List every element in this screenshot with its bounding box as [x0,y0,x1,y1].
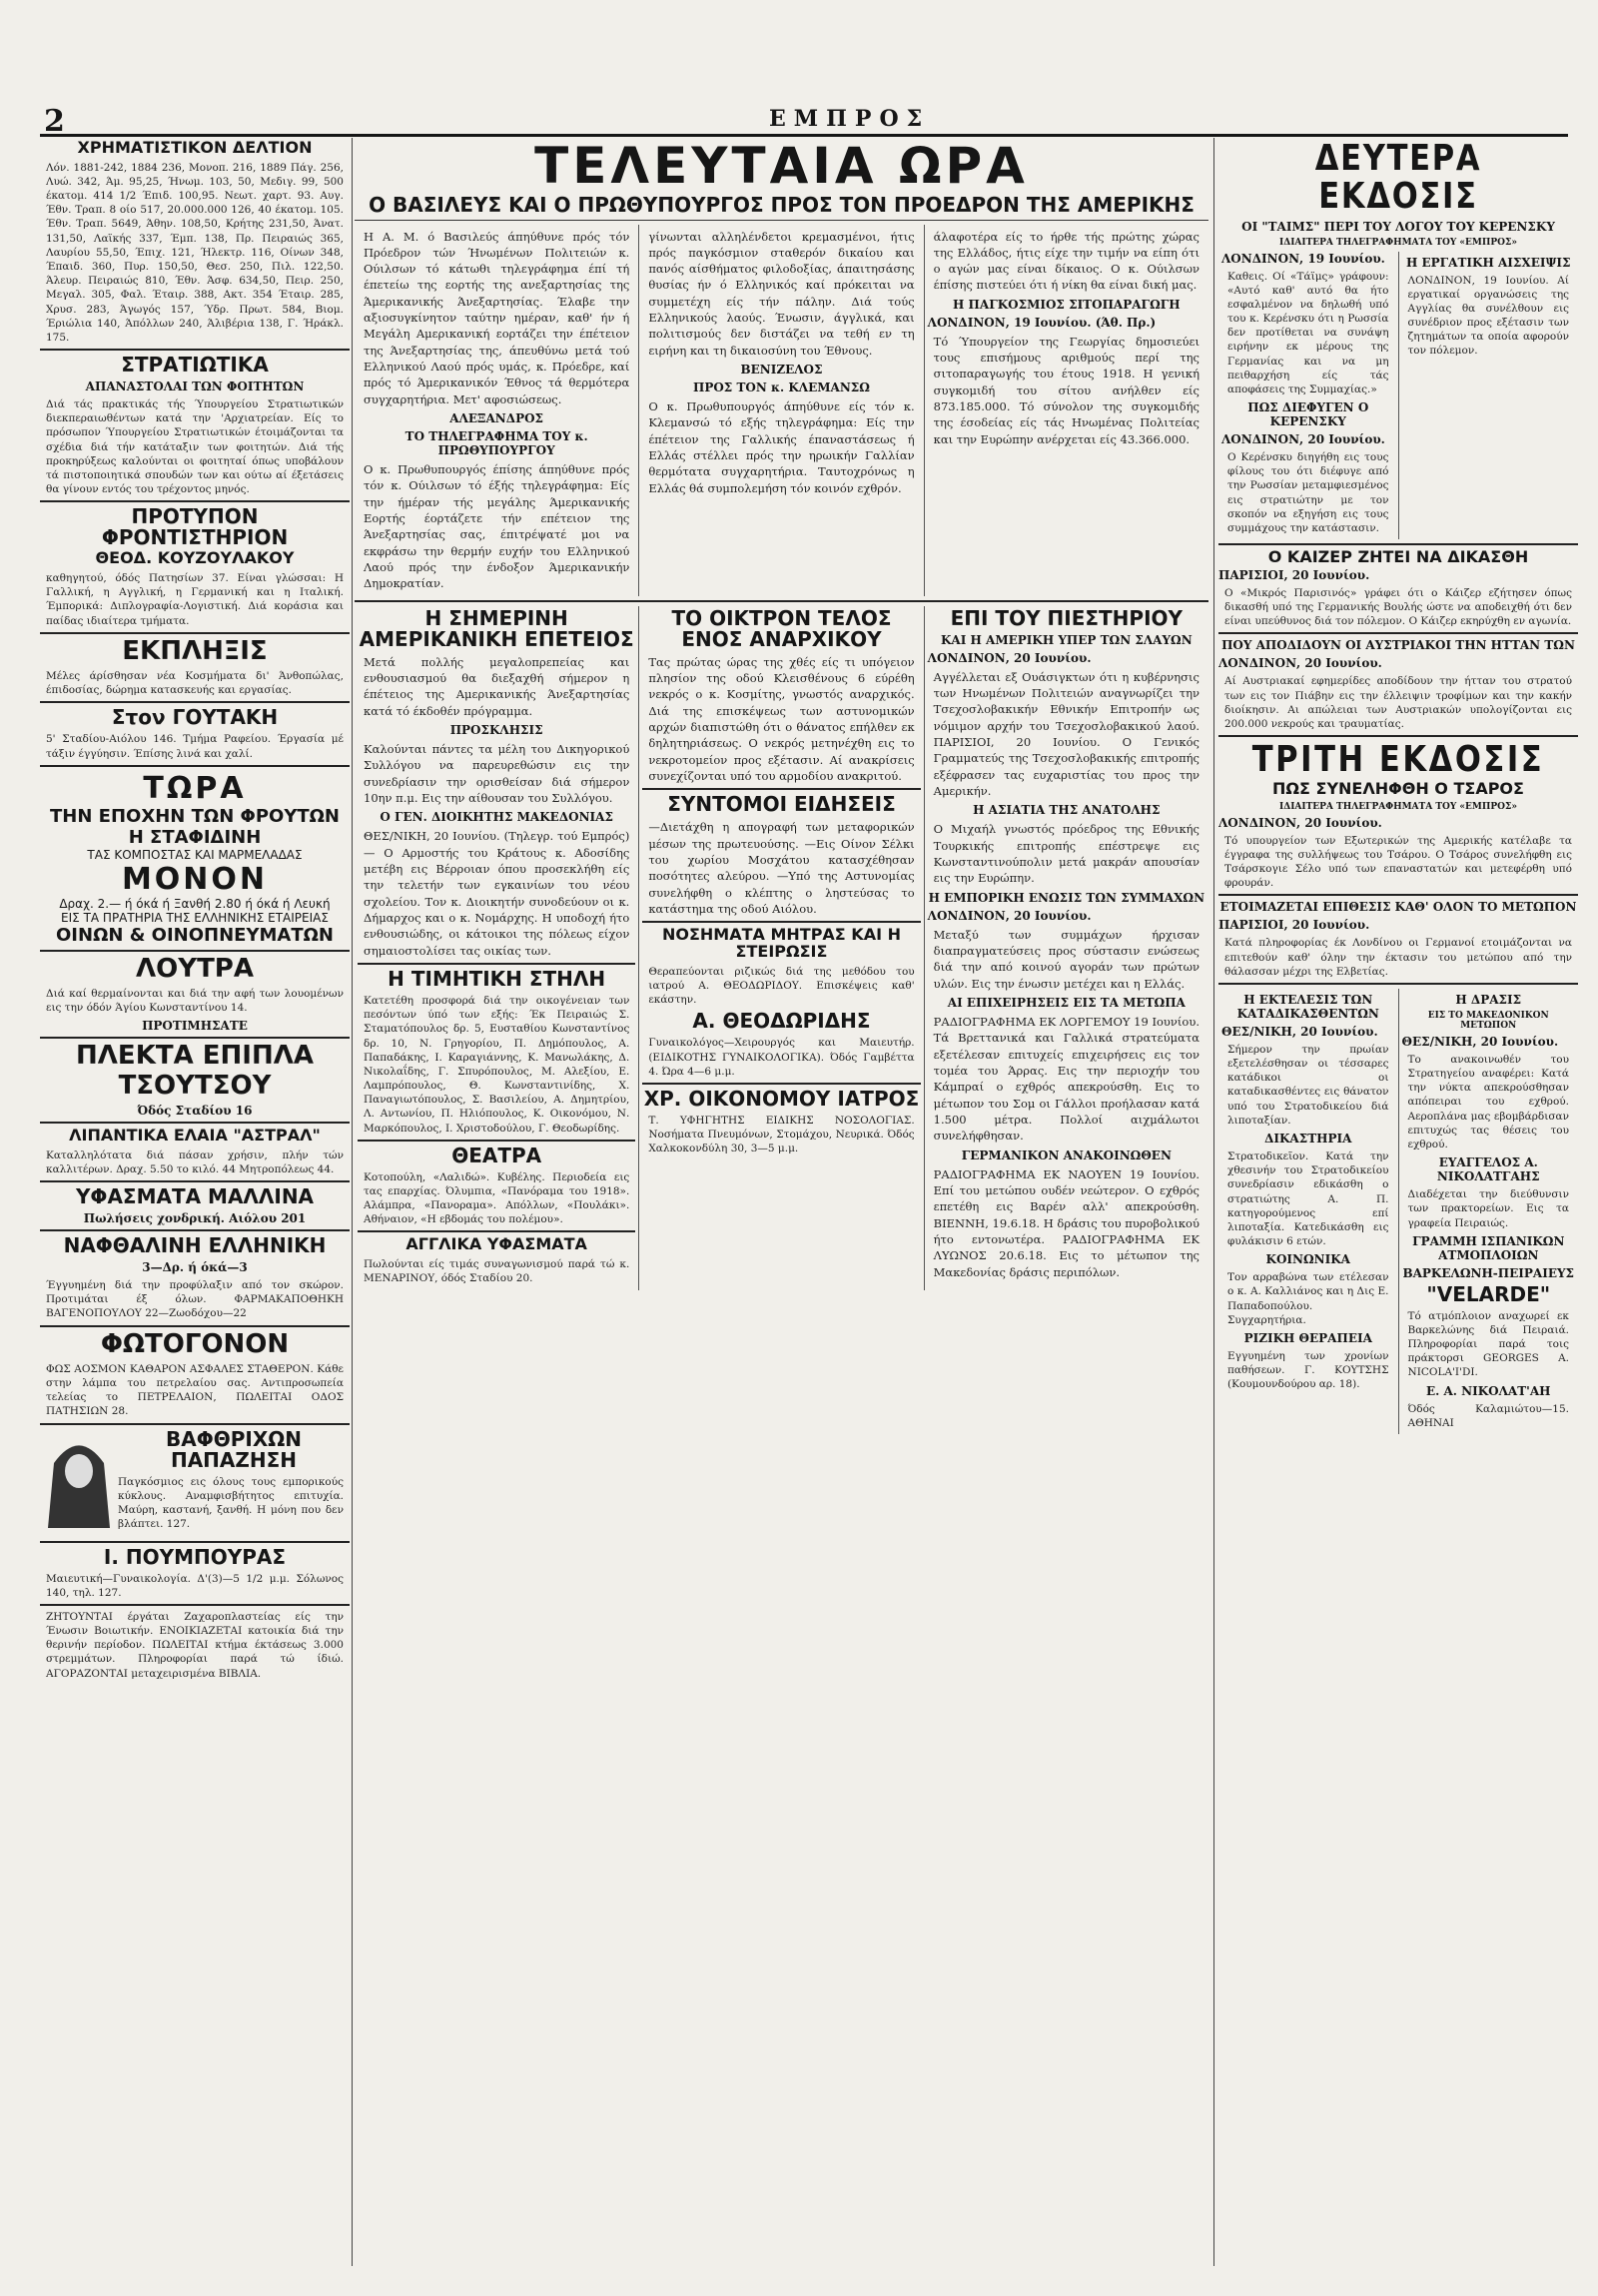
attack-text: Κατά πληροφορίας έκ Λονδίνου οι Γερμανοί ετοιμάζονται να επιτεθούν καθ' όλην την έκτασιν του μετώπου από την θάλασσαν μέχρι της Ελβετίας. [1224,937,1572,978]
escape-dateline: ΛΟΝΔΙΝΟΝ, 20 Ιουνίου. [1221,432,1385,447]
front-ops-title: ΑΙ ΕΠΙΧΕΙΡΗΣΕΙΣ ΕΙΣ ΤΑ ΜΕΤΩΠΑ [947,995,1186,1010]
court-title: ΔΙΚΑΣΤΗΡΙΑ [1264,1132,1352,1146]
bath-text: Διά καί θερμαίνονται και διά την αφή των λουομένων εις την όδόν Άγίου Κωνσταντίνου 14. [46,988,344,1015]
anarchist-title: ΤΟ ΟΙΚΤΡΟΝ ΤΕΛΟΣ ΕΝΟΣ ΑΝΑΡΧΙΚΟΥ [671,605,892,651]
lead-signature2: ΒΕΝΙΖΕΛΟΣ [740,363,823,378]
wheat-dateline: ΛΟΝΔΙΝΟΝ, 19 Ιουνίου. (Άθ. Πρ.) [927,315,1157,330]
school-owner: ΘΕΟΔ. ΚΟΥΖΟΥΛΑΚΟΥ [95,548,295,568]
press-title: ΕΠΙ ΤΟΥ ΠΙΕΣΤΗΡΙΟΥ [950,605,1183,630]
front-ops-text: ΡΑΔΙΟΓΡΑΦΗΜΑ ΕΚ ΛΟΡΓΕΜΟΥ 19 Ιουνίου. Τά Βρεττανικά και Γαλλικά στρατεύματα εξετέλεσαν επιτυχείς επιχειρήσεις εις τον τομέα του Άρρας. Εις την περιοχήν του Κάμπραί ο εχθρός απεκρούσθη. Εις το μέτωπον του Σομ οι Γάλλοι προήλασαν κατά 1.500 μέτρα. Πολλοί αιχμάλωτοι συνελήφθησαν. [933,1014,1199,1144]
pharmacy-text: Έγγυημένη διά την προφύλαξιν από τον σκώρον. Προτιμάται έξ όλων. ΦΑΡΜΑΚΑΠΟΘΗΚΗ ΒΑΓΕΝΟΠΟΥΛΟΥ 22—Ζωοδόχου—22 [46,1279,344,1320]
theatre-text: Κοτοπούλη, «Λαλιδώ». Κυβέλης. Περιοδεία εις τας επαρχίας. Όλυμπια, «Πανόραμα του 1918». Αλάμπρα, «Πανοραμα». Απόλλων, «Πουλάκι». Αθήναιον, «Η εβδομάς του πολέμου». [364,1170,630,1226]
doctor-text: Μαιευτική—Γυναικολογία. Δ'(3)—5 1/2 μ.μ. Σόλωνος 140, τηλ. 127. [46,1572,344,1599]
spanish-line-title: ΓΡΑΜΜΗ ΙΣΠΑΝΙΚΩΝ ΑΤΜΟΠΛΟΙΩΝ [1412,1233,1565,1262]
invite-title: ΠΡΟΣΚΛΗΣΙΣ [449,723,543,738]
lead-story [355,225,1208,596]
kerensky-text: Καθεις. Οί «Τάϊμς» γράφουν: «Αυτό καθ' αυτό θα ήτο εσφαλμένον να δηλωθή υπό του κ. Κερένσκυ ότι η Ρωσσία δεν προτίθεται να συνάψη ειρήνην εκ μέρους της Γερμανίας και να μη πειθαρχήση είς τάς αποφάσεις της Συμμαχίας.» [1227,270,1389,395]
lower-stories [355,606,1208,1290]
market-title: ΧΡΗΜΑΤΙΣΤΙΚΟΝ ΔΕΛΤΙΟΝ [77,138,313,157]
tsar-text: Τό υπουργείον των Εξωτερικών της Αμερικής κατέλαβε τα έγγραφα της συλλήψεως του Τσάρου. Ο Τσάρος συνελήφθη εις Τσάρσκογιε Σέλο υπό των επαναστατών και μετεφέρθη υπό φρουράν. [1224,834,1572,890]
honor-text: Κατετέθη προσφορά διά την οικογένειαν των πεσόντων ύπό των εξής: Έκ Πειραιώς Σ. Σταματόπουλος δρ. 5, Ευσταθίου Κωνσταντίνος δρ. 10, Ν. Γρηγορίου, Π. Δημόπουλος, Α. Παπαδάκης, Ι. Καραγιάννης, Κ. Μανωλάκης, Δ. Νικολαΐδης, Γ. Σπυρόπουλος, Μ. Αλεξίου, Ε. Λαμπρόπουλος, Θ. Κωνσταντινίδης, Χ. Παναγιωτόπουλος, Σ. Βασιλείου, Α. Δημητρίου, Λ. Αντωνίου, Π. Ηλιόπουλος, Κ. Οικονόμου, Ν. Μαρκόπουλος, Ι. Χριστοδούλου, Γ. Θεοδωρίδης. [364,994,630,1135]
lead-headline: Ο ΒΑΣΙΛΕΥΣ ΚΑΙ Ο ΠΡΩΘΥΠΟΥΡΓΟΣ ΠΡΟΣ ΤΟΝ ΠΡΟΕΔΡΟΝ ΤΗΣ ΑΜΕΡΙΚΗΣ [369,192,1195,217]
fruit-sub6: ΟΙΝΩΝ & ΟΙΝΟΠΝΕΥΜΑΤΩΝ [56,924,334,946]
dye-text: Παγκόσμιος εις όλους τους εμπορικούς κύκλους. Αναμφισβήτητος επιτυχία. Μαύρη, καστανή, ξανθή. Η μόνη που δεν βλάπτει. 127. [118,1475,344,1531]
wheat-title: Η ΠΑΓΚΟΣΜΙΟΣ ΣΙΤΟΠΑΡΑΓΩΓΗ [953,297,1181,312]
trade-dateline: ΛΟΝΔΙΝΟΝ, 20 Ιουνίου. [927,908,1092,923]
auction-title: ΕΚΠΛΗΞΙΣ [122,635,268,666]
press-text: Αγγέλλεται εξ Ουάσιγκτων ότι η κυβέρνησις των Ηνωμένων Πολιτειών αναγνωρίζει την Τσεχοσλοβακικήν Εθνικήν Επιτροπήν ως νόμιμον αρχήν του Τσεχοσλοβακικού λαού. ΠΑΡΙΣΙΟΙ, 20 Ιουνίου. Ο Γενικός Γραμματεύς της Τσεχοσλοβακικής επιτροπής εξέφρασεν τας ευχαριστίας του προς την Αμερικήν. [933,669,1199,799]
cure-title: ΡΙΖΙΚΗ ΘΕΡΑΠΕΙΑ [1243,1330,1372,1345]
fruit-title: ΤΩΡΑ [143,770,247,806]
kaiser-title: Ο ΚΑΙΖΕΡ ΖΗΤΕΙ ΝΑ ΔΙΚΑΣΘΗ [1267,547,1529,567]
fruit-sub2: Η ΣΤΑΦΙΔΙΝΗ [128,826,262,848]
spanish-line-text: Τό ατμόπλοιον αναχωρεί εκ Βαρκελώνης διά Πειραιά. Πληροφορίαι παρά τοις πράκτορσι GEORGES A. NICOLA'I'DI. [1407,1309,1569,1379]
fruit-sub1: ΤΗΝ ΕΠΟΧΗΝ ΤΩΝ ΦΡΟΥΤΩΝ [50,805,340,827]
uterus-text: Θεραπεύονται ριζικώς διά της μεθόδου του ιατρού Α. ΘΕΟΔΩΡΙΔΟΥ. Επισκέψεις καθ' εκάστην. [648,965,915,1007]
paper-name: ΕΜΠΡΟΣ [769,106,931,132]
escape-text: Ο Κερένσκυ διηγήθη εις τους φίλους του ότι διέφυγε από την Ρωσσίαν μεταμφιεσμένος εις στρατιώτην με τον σκοπόν να εξηγήση εις τους συμμάχους την κατάστασιν. [1227,451,1389,534]
defeat-title: ΠΟΥ ΑΠΟΔΙΔΟΥΝ ΟΙ ΑΥΣΤΡΙΑΚΟΙ ΤΗΝ ΗΤΤΑΝ ΤΩΝ [1221,638,1575,653]
german-report-title: ΓΕΡΜΑΝΙΚΟΝ ΑΝΑΚΟΙΝΩΘΕΝ [961,1148,1172,1162]
fabric-title: ΥΦΑΣΜΑΤΑ ΜΑΛΛΙΝΑ [75,1184,315,1209]
invite-text: Καλούνται πάντες τα μέλη του Δικηγορικού Συλλόγου να παρευρεθώσιν εις την συνεδρίασιν την ορισθείσαν διά σήμερον 10ην π.μ. Εις την αίθουσαν του Συλλόγου. [364,742,630,806]
press-subtitle: ΚΑΙ Η ΑΜΕΡΙΚΗ ΥΠΕΡ ΤΩΝ ΣΛΑΥΩΝ [940,632,1193,647]
cure-text: Εγγυημένη των χρονίων παθήσεων. Γ. ΚΟΥΤΣΗΣ (Κουμουνδούρου αρ. 18). [1227,1349,1389,1391]
knit-title: ΠΛΕΚΤΑ ΕΠΙΠΛΑ [76,1041,314,1072]
theodoridis-title: Α. ΘΕΟΔΩΡΙΔΗΣ [692,1009,871,1034]
military-text: Διά τάς πρακτικάς τής Ύπουργείου Στρατιωτικών διεκπεραιωθέντων κατά την 'Αρχιατρείαν. Είς το πρόσωπον Ύπουργείου Στρατιωτικών έτοιμάζονται τα σχέδια διά τήν κατάταξιν των φοιτητών. Διά τής προκηρύξεως καλούνται οι φοιτηταί όπως υποβάλουν τά πιστοποιητικά σπουδών των και ούτω αί έξετάσεις θα γίνουν εντός του τρέχοντος μηνός. [46,398,344,496]
brief-text: —Διετάχθη η απογραφή των μεταφορικών μέσων της πρωτευούσης. —Εις Οίνον Σέλκι του χωρίου Μοσχάτου κατασχέθησαν ποσότητες αλεύρου. —Υπό της Αστυνομίας συνελήφθη ο κλέπτης ο ληστεύσας το κατάστημα της οδού Αιόλου. [648,820,915,916]
third-edition-banner: ΤΡΙΤΗ ΕΚΔΟΣΙΣ [1251,739,1545,781]
anatolia-title: Η ΑΣΙΑΤΙΑ ΤΗΣ ΑΝΑΤΟΛΗΣ [973,803,1161,818]
center-column [355,138,1208,2266]
naphthalene-price: 3—Δρ. ή όκά—3 [142,1260,248,1275]
market-text: Λόν. 1881-242, 1884 236, Μονοπ. 216, 1889 Πάγ. 256, Λυώ. 342, Άμ. 95,25, Ήνωμ. 103, 50, Μεδιγ. 99, 500 έκατομ. 414 1/2 Έπιδ. 100,95. Νεωτ. χαρτ. 93. Αυγ. Έθν. Τραπ. 8 οίο 517, 20.000.000 126, 40 έκατομ. 105. Έθν. Τραπ. 5649, Άθην. 108,50, Κρήτης 231,50, Άνατ. 131,50, Λαϊκής 337, Έμπ. 138, Πρ. Πειραιώς 365, Λαυρίου 55,50, Έπιχ. 121, Ήλεκτρ. 116, Οίνων 348, Έπαιδ. 360, Πυρ. 150,50, Θεσ. 250, Πιλ. 122,50. Άλευρ. Πειραιώς 810, Έθν. Άσφ. 634,50, Πειρ. 250, Μεγαλ. 305, Φαλ. Έταιρ. 388, Ακτ. 354 Έταιρ. 285, Χρυσ. 283, Άγωγός 157, Ύδρ. Πρωτ. 584, Βιομ. Έριώλια 140, Άπόλλων 240, Άλιβέρια 138, Γ. Ήράκλ. 175. [46,161,344,344]
classifieds-text: ΖΗΤΟΥΝΤΑΙ έργάται Ζαχαροπλαστείας είς την Ένωσιν Βοιωτικήν. ΕΝΟΙΚΙΑΖΕΤΑΙ κατοικία διά την θερινήν περίοδον. ΠΩΛΕΙΤΑΙ κτήμα έκτάσεως 3.000 στρεμμάτων. Πληροφορίαι παρά τώ ίδιώ. ΑΓΟΡΑΖΟΝΤΑΙ μεταχειρισμένα ΒΙΒΛΙΑ. [46,1610,344,1680]
tsar-title: ΠΩΣ ΣΥΝΕΛΗΦΘΗ Ο ΤΣΑΡΟΣ [1272,778,1524,798]
column-divider [1213,138,1214,2266]
shipping-agent-text: Διαδέχεται την διεύθυνσιν των πρακτορείων. Εις τα γραφεία Πειραιώς. [1407,1188,1569,1229]
trade-text: Μεταξύ των συμμάχων ήρχισαν διαπραγματεύσεις προς σύστασιν ενώσεως διά την από κοινού αγοράν των πρώτων υλών. Εις την ένωσιν μετέχει και η Ελλάς. [933,927,1199,991]
page-number: 2 [44,104,65,139]
fruit-sub4: ΜΟΝΟΝ [121,861,269,897]
social-title: ΚΟΙΝΩΝΙΚΑ [1265,1252,1350,1267]
defeat-text: Αί Αυστριακαί εφημερίδες αποδίδουν την ήτταν του στρατού των εις τον Πιάβην εις την έλλειψιν τροφίμων και την κακήν διοίκησιν. Αι απώλειαι των Αυστριακών υπολογίζονται εις 200.000 νεκρούς και τραυματίας. [1224,675,1572,730]
kaiser-text: Ο «Μικρός Παρισινός» γράφει ότι ο Κάιζερ εζήτησεν όπως δικασθή υπό της Γερμανικής Βουλής ώστε να αποδειχθή ότι δεν είναι υπεύθυνος διά τον πόλεμον. Ο Κάιζερ εκηρύχθη εν αγωνία. [1224,586,1572,628]
german-report-text: ΡΑΔΙΟΓΡΑΦΗΜΑ ΕΚ ΝΑΟΥΕΝ 19 Ιουνίου. Επί του μετώπου ουδέν νεώτερον. Ο εχθρός επετέθη εις Βαρέν αλλ' απεκρούσθη. ΒΙΕΝΝΗ, 19.6.18. Η δράσις του πυροβολικού ήτο εντονωτέρα. ΡΑΔΙΟΓΡΑΦΗΜΑ ΕΚ ΛΥΩΝΟΣ 20.6.18. Εις το μέτωπον της Μακεδονίας δράσις περιπόλων. [933,1166,1199,1279]
shipping-agent-title: ΕΥΑΓΓΕΛΟΣ Α. ΝΙΚΟΛΑΤΓΑΗΣ [1436,1155,1540,1184]
theodoridis-text: Γυναικολόγος—Χειρουργός και Μαιευτήρ. (ΕΙΔΙΚΟΤΗΣ ΓΥΝΑΙΚΟΛΟΓΙΚΑ). Όδός Γαμβέττα 4. Ώρα 4—6 μ.μ. [648,1037,915,1078]
column-divider [352,138,353,2266]
expedition-text: Μετά πολλής μεγαλοπρεπείας και ενθουσιασμού θα διεξαχθή σήμερον η έπέτειος της Αμερικανικής Άνεξαρτησίας κατά τό έκδοθέν πρόγραμμα. [364,654,630,718]
lead-signature: ΑΛΕΞΑΝΔΡΟΣ [449,411,544,426]
macedonia-text: Το ανακοινωθέν του Στρατηγείου αναφέρει: Κατά την νύκτα απεκρούσθησαν απόπειραι του εχθρού. Αεροπλάνα μας εβομβάρδισαν επιτυχώς τας θέσεις του εχθρού. [1407,1053,1569,1150]
knit-owner: ΤΣΟΥΤΣΟΥ [118,1070,272,1101]
tsar-dateline: ΛΟΝΔΙΝΟΝ, 20 Ιουνίου. [1218,815,1382,830]
oikonomou-text: Τ. ΥΦΗΓΗΤΗΣ ΕΙΔΙΚΗΣ ΝΟΣΟΛΟΓΙΑΣ. Νοσήματα Πνευμόνων, Στομάχου, Νευρικά. Όδός Χαλκοκονδύλη 30, 3—5 μ.μ. [648,1114,915,1155]
lead-col4: άλαφοτέρα είς το ήρθε τής πρώτης χώρας της Ελλάδος, ήτις είχε την τιμήν να είπη ότι ο αγών μας είναι δίκαιος. Ο κ. Ούιλσων έπίσης πιστεύει ότι ή νίκη θα είναι δική μας. [933,229,1199,293]
left-column [40,138,350,2266]
naphthalene-title: ΝΑΦΘΑΛΙΝΗ ΕΛΛΗΝΙΚΗ [63,1233,327,1258]
honor-title: Η ΤΙΜΗΤΙΚΗ ΣΤΗΛΗ [388,966,606,991]
brief-title: ΣΥΝΤΟΜΟΙ ΕΙΔΗΣΕΙΣ [667,792,896,817]
ship-name: "VELARDE" [1426,1281,1551,1306]
execution-text: Σήμερον την πρωίαν εξετελέσθησαν οι τέσσαρες κατάδικοι οι καταδικασθέντες εις θάνατον υπό του Στρατοδικείου διά λιποταξίαν. [1227,1043,1389,1127]
theatre-title: ΘΕΑΤΡΑ [451,1143,542,1167]
court-text: Στρατοδικεῖον. Κατά την χθεσινήν του Στρατοδικείου συνεδρίασιν εδικάσθη ο στρατιώτης Α. Π. κατηγορούμενος επί λιποταξία. Κατεδικάσθη εις φυλάκισιν 6 ετών. [1227,1150,1389,1248]
anatolia-text: Ο Μιχαήλ γνωστός πρόεδρος της Εθνικής Τουρκικής επιτροπής επέστρεψε εις Κωνσταντινούπολιν μετά μακράν απουσίαν εις την Ευρώπην. [933,822,1199,886]
social-text: Τον αρραβώνα των ετέλεσαν ο κ. Α. Καλλιάνος και η Δις Ε. Παπαδοπούλου. Συγχαρητήρια. [1227,1271,1389,1326]
auction-text: Μέλες άρίσθησαν νέα Κοσμήματα δι' Άνθοπώλας, έπιδοσίας, δώρημα κατασκευής και εργασίας. [46,670,344,697]
governor-text: ΘΕΣ/ΝΙΚΗ, 20 Ιουνίου. (Τηλεγρ. τού Εμπρός) — Ο Αρμοστής του Κράτους κ. Αδοσίδης μετέβη εις Βέρροιαν όπου προσεκλήθη είς την τελετήν των εγκαινίων του νέου σχολείου. Τον κ. Διοικητήν συνοδεύουν οι κ. Δήμαρχος και ο κ. Νομάρχης. Η υποδοχή ήτο ενθουσιώδης, οι κάτοικοι της πόλεως είχον σημαιοστολίσει τας οικίας των. [364,829,630,958]
agent-address: Όδός Καλαμιώτου—15. ΑΘΗΝΑΙ [1407,1402,1569,1429]
photo-text: ΦΩΣ ΑΟΣΜΟΝ ΚΑΘΑΡΟΝ ΑΣΦΑΛΕΣ ΣΤΑΘΕΡΟΝ. Κάθε στην λάμπα του πετρελαίου σας. Αντιπροσωπεία τελείας το ΠΕΤΡΕΛΑΙΟΝ, ΠΩΛΕΙΤΑΙ ΟΔΟΣ ΠΑΤΗΣΙΩΝ 28. [46,1362,344,1418]
defeat-dateline: ΛΟΝΔΙΝΟΝ, 20 Ιουνίου. [1218,656,1382,671]
kerensky-dateline: ΛΟΝΔΙΝΟΝ, 19 Ιουνίου. [1221,251,1385,266]
press-dateline: ΛΟΝΔΙΝΟΝ, 20 Ιουνίου. [927,650,1092,665]
anarchist-text: Τας πρώτας ώρας της χθές είς τι υπόγειον πλησίον της οδού Κλεισθένους 6 εύρέθη νεκρός ο κ. Κοσμίτης, γνωστός αναρχικός. Διά της επισκέψεως των αστυνομικών αρχών διαπιστώθη ότι ο θάνατος επήλθεν εκ δηλητηριάσεως. Ο νεκρός μετηνέχθη εις το νεκροτομείον προς εξέτασιν. Αί ανακρίσεις συνεχίζονται υπό του αρμοδίου ανακριτού. [648,654,915,784]
uterus-title: ΝΟΣΗΜΑΤΑ ΜΗΤΡΑΣ ΚΑΙ Η ΣΤΕΙΡΩΣΙΣ [661,925,901,962]
dye-title: ΒΑΦΘΡΙΧΩΝ ΠΑΠΑΖΗΣΗ [166,1426,302,1472]
english-text: Πωλούνται είς τιμάς συναγωνισμού παρά τώ κ. ΜΕΝΑΡΙΝΟΥ, όδός Σταδίου 20. [364,1258,630,1285]
second-edition-banner: ΔΕΥΤΕΡΑ ΕΚΔΟΣΙΣ [1314,138,1482,217]
expedition-title: Η ΣΗΜΕΡΙΝΗ ΑΜΕΡΙΚΑΝΙΚΗ ΕΠΕΤΕΙΟΣ [359,605,634,651]
knit-address: Όδός Σταδίου 16 [137,1103,253,1118]
fabric-text: Πωλήσεις χονδρική. Αιόλου 201 [83,1211,307,1226]
execution-dateline: ΘΕΣ/ΝΙΚΗ, 20 Ιουνίου. [1221,1024,1378,1039]
macedonia-dateline: ΘΕΣ/ΝΙΚΗ, 20 Ιουνίου. [1401,1034,1559,1049]
macedonia-title: Η ΔΡΑΣΙΣ [1455,992,1522,1007]
strike-text: ΛΟΝΔΙΝΟΝ, 19 Ιουνίου. Αί εργατικαί οργανώσεις της Αγγλίας θα συνέλθουν εις συνέδριον προς εξέτασιν των ζητημάτων τα οποία αφορούν τον πόλεμον. [1407,274,1569,358]
bath-subtitle: ΠΡΟΤΙΜΗΣΑΤΕ [142,1019,248,1034]
school-text: καθηγητού, όδός Πατησίων 37. Είναι γλώσσαι: Η Γαλλική, η Αγγλική, η Γερμανική και η Ιταλική. Έμπορικά: Διπλογραφία-Λογιστική. Διά κοράσια και παίδας ιδιαίτερα τμήματα. [46,572,344,627]
fruit-sub5: ΕΙΣ ΤΑ ΠΡΑΤΗΡΙΑ ΤΗΣ ΕΛΛΗΝΙΚΗΣ ΕΤΑΙΡΕΙΑΣ [61,910,329,925]
attack-title: ΕΤΟΙΜΑΖΕΤΑΙ ΕΠΙΘΕΣΙΣ ΚΑΘ' ΟΛΟΝ ΤΟ ΜΕΤΩΠΟΝ [1219,900,1577,915]
last-hour-banner: ΤΕΛΕΥΤΑΙΑ ΩΡΑ [534,138,1029,195]
school-title: ΠΡΟΤΥΠΟΝ ΦΡΟΝΤΙΣΤΗΡΙΟΝ [101,504,289,550]
military-title: ΣΤΡΑΤΙΩΤΙΚΑ [121,353,269,378]
lead-col2: γίνωνται αλληλένδετοι κρεμασμένοι, ήτις πρός παγκόσμιον σταθερόν δικαίου και πανός αίσθήματος φιλοδοξίας, άπαιτησάσης θυσίας ήν ό Ελληνικός καί πρόκειται να συμμετέχη είς τήν πάλην. Διά τούς Ελληνικούς λαούς. Ένωσιν, άγγλικά, και πολιτισμούς δεν διστάζει να τεθή εν τη ειρήνη και τη δικαιοσύνη του Έθνους. [648,229,915,358]
kaiser-dateline: ΠΑΡΙΣΙΟΙ, 20 Ιουνίου. [1218,567,1370,582]
military-subtitle: ΑΠΑΝΑΣΤΟΛΑΙ ΤΩΝ ΦΟΙΤΗΤΩΝ [85,380,305,394]
fruit-ad [40,771,350,946]
tsar-subtitle: ΙΔΙΑΙΤΕΡΑ ΤΗΛΕΓΡΑΦΗΜΑΤΑ ΤΟΥ «ΕΜΠΡΟΣ» [1279,801,1517,812]
trade-title: Η ΕΜΠΟΡΙΚΗ ΕΝΩΣΙΣ ΤΩΝ ΣΥΜΜΑΧΩΝ [928,890,1205,905]
wheat-text: Τό Ύπουργείον της Γεωργίας δημοσιεύει τους επισήμους αριθμούς περί της σιτοπαραγωγής του έτους 1918. Η γενική συγκομιδή του σίτου ανήλθεν είς 873.185.000. Τό σύνολον της συγκομιδής της έσοδείας είς τάς Ηνωμένας Πολιτείας και την Ευρώπην ανέρχεται είς 43.366.000. [933,334,1199,446]
lead-sub3: ΠΡΟΣ ΤΟΝ κ. ΚΛΕΜΑΝΣΩ [693,381,870,395]
fruit-price: Δραχ. 2.— ή όκά ή Ξανθή 2.80 ή όκά ή Λευκή [59,896,331,911]
lead-col3: Ο κ. Πρωθυπουργός άπηύθυνε είς τόν κ. Κλεμανσώ τό εξής τηλεγράφημα: Είς την έπέτειον της Γαλλικής έπαναστάσεως ή Ελλάς στέλλει πρός την ηρωικήν Γαλλίαν θερμότατα συγχαρητήρια. Ταυτοχρόνως η Ελλάς θά συμπολεμήση τόν κοινόν εχθρόν. [648,399,915,495]
governor-title: Ο ΓΕΝ. ΔΙΟΙΚΗΤΗΣ ΜΑΚΕΔΟΝΙΑΣ [380,810,613,825]
escape-title: ΠΩΣ ΔΙΕΦΥΓΕΝ Ο ΚΕΡΕΝΣΚΥ [1247,400,1369,429]
portrait-illustration [44,1433,114,1533]
shop-title: Στον ΓΟΥΤΑΚΗ [111,705,279,730]
agent-name: Ε. Α. ΝΙΚΟΛΑΤ'ΑΗ [1425,1383,1551,1398]
photo-title: ΦΩΤΟΓΟΝΟΝ [100,1328,290,1359]
bath-title: ΛΟΥΤΡΑ [136,953,254,984]
spanish-line-subtitle: ΒΑΡΚΕΛΩΝΗ-ΠΕΙΡΑΙΕΥΣ [1402,1265,1575,1280]
lead-sub2: ΤΟ ΤΗΛΕΓΡΑΦΗΜΑ ΤΟΥ κ. ΠΡΩΘΥΠΟΥΡΓΟΥ [404,429,588,458]
strike-title: Η ΕΡΓΑΤΙΚΗ ΑΙΣΧΕΙΨΙΣ [1405,255,1571,270]
attack-dateline: ΠΑΡΙΣΙΟΙ, 20 Ιουνίου. [1218,918,1370,933]
right-column [1218,138,1578,2266]
macedonia-subtitle: ΕΙΣ ΤΟ ΜΑΚΕΔΟΝΙΚΟΝ ΜΕΤΩΠΟΝ [1427,1010,1549,1031]
kerensky-subtitle: ΙΔΙΑΙΤΕΡΑ ΤΗΛΕΓΡΑΦΗΜΑΤΑ ΤΟΥ «ΕΜΠΡΟΣ» [1279,237,1517,248]
lamp-text: Καταλληλότατα διά πάσαν χρήσιν, πλήν τών καλλιτέρων. Δραχ. 5.50 το κιλό. 44 Μητροπόλεως 44. [46,1148,344,1175]
shop-text: 5' Σταδίου-Αιόλου 146. Τμήμα Ραφείου. Έργασία μέ τάξιν έγγύησιν. Έπίσης λινά και χαλί. [46,733,344,760]
english-title: ΑΓΓΛΙΚΑ ΥΦΑΣΜΑΤΑ [405,1234,587,1254]
kerensky-title: ΟΙ "ΤΑΙΜΣ" ΠΕΡΙ ΤΟΥ ΛΟΓΟΥ ΤΟΥ ΚΕΡΕΝΣΚΥ [1241,219,1555,234]
fruit-sub3: ΤΑΣ ΚΟΜΠΟΣΤΑΣ ΚΑΙ ΜΑΡΜΕΛΑΔΑΣ [87,847,303,862]
doctor-title: Ι. ΠΟΥΜΠΟΥΡΑΣ [103,1544,287,1569]
lamp-title: ΛΙΠΑΝΤΙΚΑ ΕΛΑΙΑ "ΑΣΤΡΑΛ" [69,1125,321,1145]
lead-col2b: Ο κ. Πρωθυπουργός έπίσης άπηύθυνε πρός τόν κ. Ούιλσων τό έξής τηλεγράφημα: Είς την ήμέραν τής μεγάλης Άμερικανικής Εορτής έορτάζετε τήν επέτειον της Άνεξαρτησίας σας, έπιτρέψατέ μοι να εκφράσω την θερμήν ευχήν του Ελληνικού Λαού πρός την ένδοξον Άμερικανικήν Δημοκρατίαν. [364,462,630,591]
lead-col1: Η Α. Μ. ό Βασιλεύς άπηύθυνε πρός τόν Πρόεδρον τών Ήνωμένων Πολιτειών κ. Ούιλσων τό κάτωθι τηλεγράφημα έπί τή έπετείω της εορτής της ανεξαρτησίας της Άμερικανικής Άνεξαρτησίας. Έλαβε την αξιοσυγκίνητον ταύτην ημέραν, καθ' ήν ή Μεγάλη Αμερικανική εορτάζει την έπέτειον της Άνεξαρτησίας της, άπευθύνω μετά τού Ελληνικού Λαού πρός υμάς, κ. Πρόεδρε, καί πρός τό Άμερικανικόν Έθνος τά θερμότερα συγχαρητήρια. Μετ' αφοσιώσεως. [364,229,630,406]
execution-title: Η ΕΚΤΕΛΕΣΙΣ ΤΩΝ ΚΑΤΑΔΙΚΑΣΘΕΝΤΩΝ [1236,992,1379,1021]
masthead [40,100,1568,137]
oikonomou-title: ΧΡ. ΟΙΚΟΝΟΜΟΥ ΙΑΤΡΟΣ [643,1086,920,1111]
